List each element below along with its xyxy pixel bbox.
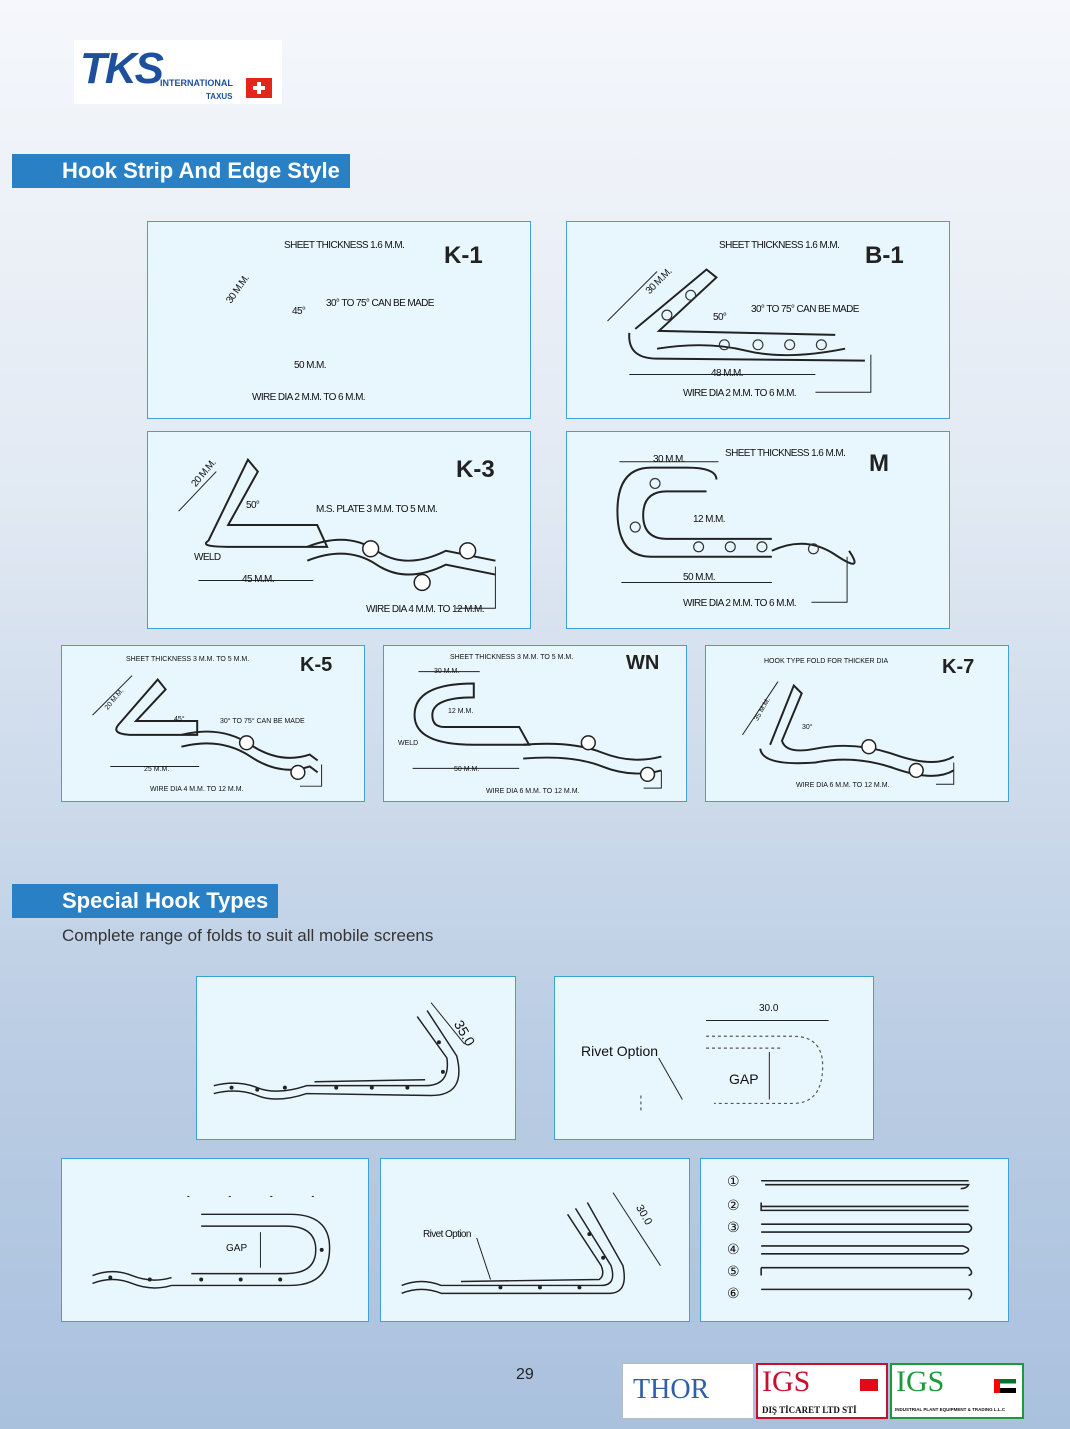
gap-dim-label: 12 M.M. [693, 514, 725, 525]
panel-title: M [869, 450, 889, 477]
wire-label: WIRE DIA 6 M.M. TO 12 M.M. [796, 782, 890, 789]
angle-range-label: 30° TO 75° CAN BE MADE [751, 304, 859, 315]
dim-label: 35.0 [450, 1017, 479, 1049]
dim-label-2: 50 M.M. [683, 572, 715, 583]
dim-label: 30.0 [759, 1003, 779, 1014]
dim-label-2: 48 M.M. [711, 368, 743, 379]
company-logo [74, 40, 282, 104]
thor-logo-text: THOR [633, 1374, 710, 1405]
sheet-label: SHEET THICKNESS 3 M.M. TO 5 M.M. [450, 654, 574, 661]
gap-label: GAP [226, 1243, 248, 1254]
footer-logos [622, 1363, 1026, 1421]
angle-label: 30° [802, 724, 813, 731]
turkey-flag-icon [860, 1379, 878, 1391]
panel-m [566, 431, 950, 629]
angle-label: 50° [246, 500, 260, 511]
panel-k5 [61, 645, 365, 802]
note-label: HOOK TYPE FOLD FOR THICKER DIA [764, 658, 889, 665]
wire-label: WIRE DIA 2 M.M. TO 6 M.M. [252, 392, 365, 403]
wire-label: WIRE DIA 4 M.M. TO 12 M.M. [366, 604, 484, 615]
gap-label: GAP [729, 1071, 759, 1087]
igs-logo-text: IGS [762, 1365, 811, 1398]
dim-label: 30.0 [633, 1202, 655, 1228]
dim-label: 20 M.M. [103, 687, 126, 712]
fold-item-1: ① [727, 1173, 740, 1189]
special-panel-3 [61, 1158, 369, 1322]
fold-item-5: ⑤ [727, 1263, 740, 1279]
wire-label: WIRE DIA 4 M.M. TO 12 M.M. [150, 786, 244, 793]
uae-flag-icon [994, 1379, 1016, 1393]
special-hook-diagram [62, 1159, 368, 1321]
dim-label-2: 25 M.M. [144, 766, 170, 773]
igs-uae-logo [890, 1363, 1024, 1419]
panel-b1 [566, 221, 950, 419]
dim-label: 20 M.M. [189, 457, 219, 490]
special-panel-2 [554, 976, 874, 1140]
panel-title: K-3 [456, 456, 495, 483]
logo-text: TKS [80, 44, 162, 93]
angle-label: 45° [174, 716, 185, 723]
section-title-special-hooks: Special Hook Types [12, 884, 278, 918]
fold-types-diagram [701, 1159, 1008, 1321]
special-panel-1 [196, 976, 516, 1140]
sheet-label: SHEET THICKNESS 1.6 M.M. [725, 448, 846, 459]
panel-k1 [147, 221, 531, 419]
swiss-flag-icon [246, 78, 272, 98]
section-title-hook-strip: Hook Strip And Edge Style [12, 154, 350, 188]
special-hook-diagram [197, 977, 515, 1139]
page-number: 29 [516, 1366, 534, 1383]
rivet-option-label: Rivet Option [423, 1229, 471, 1240]
plate-label: M.S. PLATE 3 M.M. TO 5 M.M. [316, 504, 438, 515]
angle-label: 45° [292, 306, 306, 317]
sheet-label: SHEET THICKNESS 1.6 M.M. [719, 240, 840, 251]
dim-label: 30 M.M. [643, 266, 675, 297]
fold-item-6: ⑥ [727, 1285, 740, 1301]
panel-k3 [147, 431, 531, 629]
logo-subtitle: INTERNATIONAL [160, 78, 233, 88]
dim-label-2: 50 M.M. [454, 766, 480, 773]
rivet-option-label: Rivet Option [581, 1043, 659, 1059]
angle-range-label: 30° TO 75° CAN BE MADE [220, 718, 305, 725]
section-subtitle: Complete range of folds to suit all mobile screens [62, 926, 434, 945]
igs-logo-subtitle: DIŞ TİCARET LTD STİ [762, 1405, 857, 1415]
wire-label: WIRE DIA 2 M.M. TO 6 M.M. [683, 388, 796, 399]
panel-title: K-1 [444, 242, 483, 269]
fold-item-4: ④ [727, 1241, 740, 1257]
igs-logo-subtitle: INDUSTRIAL PLANT EQUIPMENT & TRADING L.L.C [895, 1407, 1006, 1412]
wire-label: WIRE DIA 2 M.M. TO 6 M.M. [683, 598, 796, 609]
thor-logo [622, 1363, 754, 1419]
logo-brand: TAXUS [206, 92, 233, 101]
panel-wn [383, 645, 687, 802]
igs-turkey-logo [756, 1363, 888, 1419]
dim-label-2: 50 M.M. [294, 360, 326, 371]
panel-title: B-1 [865, 242, 904, 269]
panel-title: K-7 [942, 656, 975, 678]
special-hook-diagram [381, 1159, 689, 1321]
weld-label: WELD [398, 740, 419, 747]
panel-k7 [705, 645, 1009, 802]
sheet-label: SHEET THICKNESS 3 M.M. TO 5 M.M. [126, 656, 250, 663]
gap-dim-label: 12 M.M. [448, 708, 474, 715]
fold-item-3: ③ [727, 1219, 740, 1235]
dim-label: 30 M.M. [224, 273, 252, 306]
angle-label: 50° [713, 312, 727, 323]
weld-label: WELD [194, 552, 221, 563]
angle-range-label: 30° TO 75° CAN BE MADE [326, 298, 434, 309]
dim-label: 30 M.M. [434, 668, 460, 675]
wire-label: WIRE DIA 6 M.M. TO 12 M.M. [486, 788, 580, 795]
special-panel-5 [700, 1158, 1009, 1322]
dim-label-2: 45 M.M. [242, 574, 274, 585]
dim-label: 35 M.M. [753, 696, 773, 723]
sheet-label: SHEET THICKNESS 1.6 M.M. [284, 240, 405, 251]
dim-label: 30 M.M. [653, 454, 685, 465]
panel-title: WN [626, 652, 660, 674]
igs-logo-text: IGS [896, 1365, 945, 1398]
fold-item-2: ② [727, 1197, 740, 1213]
panel-title: K-5 [300, 654, 333, 676]
special-panel-4 [380, 1158, 690, 1322]
